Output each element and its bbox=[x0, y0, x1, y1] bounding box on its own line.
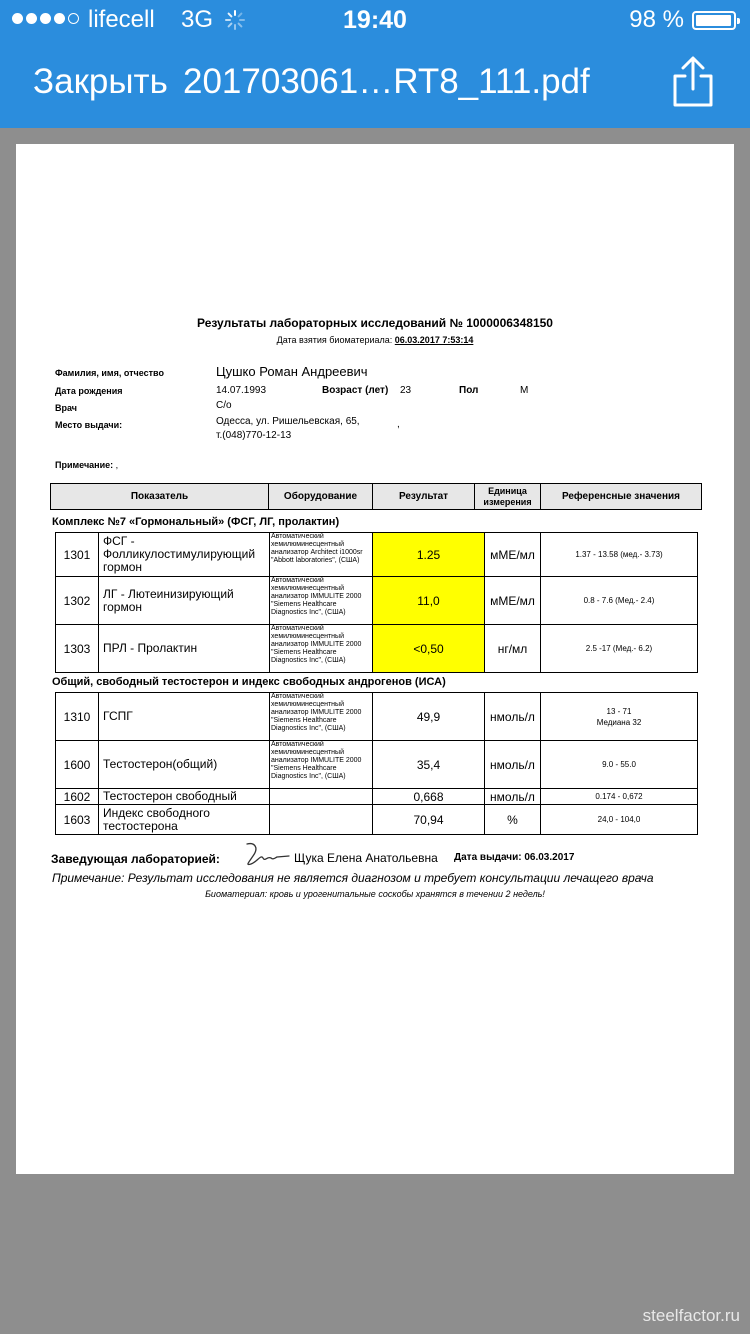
col-indicator: Показатель bbox=[51, 484, 269, 510]
table-row bbox=[56, 789, 698, 805]
doctor-label: Врач bbox=[55, 403, 78, 413]
place-comma: , bbox=[397, 419, 400, 430]
table-row bbox=[56, 625, 698, 673]
results-header bbox=[50, 483, 702, 510]
row-reference: 2.5 -17 (Мед.- 6.2) bbox=[541, 625, 698, 673]
name-label: Фамилия, имя, отчество bbox=[55, 368, 164, 378]
row-result: <0,50 bbox=[373, 625, 485, 673]
dob-value: 14.07.1993 bbox=[216, 385, 267, 396]
network-type: 3G bbox=[181, 6, 214, 33]
row-result: 35,4 bbox=[373, 741, 485, 789]
note-value: , bbox=[115, 460, 119, 470]
row-indicator: ПРЛ - Пролактин bbox=[99, 625, 270, 673]
table-row bbox=[56, 693, 698, 741]
carrier-name: lifecell bbox=[88, 6, 155, 33]
patient-note bbox=[55, 460, 118, 470]
place-line2: т.(048)770-12-13 bbox=[216, 430, 292, 441]
share-icon[interactable] bbox=[668, 56, 718, 108]
row-reference-median: Медиана 32 bbox=[596, 717, 642, 727]
disclaimer: Примечание: Результат исследования не является диагнозом и требует консультации лечащего врача bbox=[52, 871, 654, 885]
place-label: Место выдачи: bbox=[55, 420, 123, 430]
row-code: 1602 bbox=[56, 789, 99, 805]
sex-value: М bbox=[520, 385, 529, 396]
head-of-lab-name: Щука Елена Анатольевна bbox=[294, 851, 438, 865]
clock: 19:40 bbox=[343, 6, 407, 34]
row-unit: нмоль/л bbox=[485, 693, 541, 741]
row-unit: % bbox=[485, 805, 541, 835]
section-testosterone-title: Общий, свободный тестостерон и индекс свободных андрогенов (ИСА) bbox=[52, 676, 446, 688]
row-equipment bbox=[270, 805, 373, 835]
row-equipment: Автоматический хемилюминесцентный анализатор Architect i1000sr "Abbott laboratories", (США) bbox=[270, 533, 373, 577]
head-of-lab-label: Заведующая лабораторией: bbox=[51, 852, 220, 866]
row-equipment: Автоматический хемилюминесцентный анализатор IMMULITE 2000 "Siemens Healthcare Diagnostics Inc", (США) bbox=[270, 693, 373, 741]
row-code: 1603 bbox=[56, 805, 99, 835]
note-label: Примечание: bbox=[55, 460, 114, 470]
row-code: 1301 bbox=[56, 533, 99, 577]
row-unit: мМЕ/мл bbox=[485, 577, 541, 625]
issue-date-label: Дата выдачи: bbox=[454, 852, 522, 863]
row-code: 1310 bbox=[56, 693, 99, 741]
pdf-page bbox=[16, 144, 734, 1174]
table-row bbox=[56, 533, 698, 577]
row-reference: 0.174 - 0,672 bbox=[541, 789, 698, 805]
row-indicator: Индекс свободного тестостерона bbox=[99, 805, 270, 835]
document-title: 201703061…RT8_111.pdf bbox=[183, 62, 590, 101]
row-reference: 13 - 71 bbox=[606, 706, 632, 716]
status-bar bbox=[0, 0, 750, 40]
row-unit: нмоль/л bbox=[485, 741, 541, 789]
age-label: Возраст (лет) bbox=[322, 385, 389, 396]
row-result: 49,9 bbox=[373, 693, 485, 741]
sample-date-value: 06.03.2017 7:53:14 bbox=[394, 335, 474, 345]
row-unit: мМЕ/мл bbox=[485, 533, 541, 577]
battery-percentage: 98 % bbox=[629, 6, 684, 33]
row-unit: нг/мл bbox=[485, 625, 541, 673]
row-reference: 1.37 - 13.58 (мед.- 3.73) bbox=[541, 533, 698, 577]
row-reference-cell bbox=[541, 693, 698, 741]
place-line1: Одесса, ул. Ришельевская, 65, bbox=[216, 416, 360, 427]
watermark: steelfactor.ru bbox=[642, 1306, 740, 1325]
table-row bbox=[56, 577, 698, 625]
issue-date-line bbox=[454, 852, 574, 863]
row-result: 70,94 bbox=[373, 805, 485, 835]
row-result: 11,0 bbox=[373, 577, 485, 625]
results-table-testosterone bbox=[55, 692, 698, 835]
row-unit: нмоль/л bbox=[485, 789, 541, 805]
doctor-value: С/о bbox=[216, 400, 232, 411]
row-indicator: ЛГ - Лютеинизирующий гормон bbox=[99, 577, 270, 625]
table-row bbox=[56, 741, 698, 789]
row-indicator: ГСПГ bbox=[99, 693, 270, 741]
dob-label: Дата рождения bbox=[55, 386, 123, 396]
col-unit: Единица измерения bbox=[475, 484, 541, 510]
issue-date-value: 06.03.2017 bbox=[524, 852, 575, 863]
col-reference: Референсные значения bbox=[541, 484, 702, 510]
row-equipment: Автоматический хемилюминесцентный анализатор IMMULITE 2000 "Siemens Healthcare Diagnostics Inc", (США) bbox=[270, 625, 373, 673]
battery-icon bbox=[692, 11, 736, 30]
section-hormonal-title: Комплекс №7 «Гормональный» (ФСГ, ЛГ, пролактин) bbox=[52, 516, 340, 528]
row-equipment bbox=[270, 789, 373, 805]
row-result: 0,668 bbox=[373, 789, 485, 805]
patient-name: Цушко Роман Андреевич bbox=[216, 364, 368, 379]
sex-label: Пол bbox=[459, 385, 479, 396]
row-indicator: Тестостерон(общий) bbox=[99, 741, 270, 789]
top-bar bbox=[0, 0, 750, 128]
row-reference: 24,0 - 104,0 bbox=[541, 805, 698, 835]
row-code: 1302 bbox=[56, 577, 99, 625]
row-code: 1600 bbox=[56, 741, 99, 789]
col-equipment: Оборудование bbox=[269, 484, 373, 510]
results-table-hormonal bbox=[55, 532, 698, 673]
biomaterial-note: Биоматериал: кровь и урогенитальные соскобы хранятся в течении 2 недель! bbox=[205, 889, 545, 899]
signature-icon bbox=[241, 840, 291, 872]
sample-date-line bbox=[16, 335, 734, 345]
col-result: Результат bbox=[373, 484, 475, 510]
report-title: Результаты лабораторных исследований № 1000006348150 bbox=[197, 316, 553, 330]
row-indicator: ФСГ - Фолликулостимулирующий гормон bbox=[99, 533, 270, 577]
row-indicator: Тестостерон свободный bbox=[99, 789, 270, 805]
row-result: 1.25 bbox=[373, 533, 485, 577]
sample-date-label: Дата взятия биоматериала: bbox=[276, 335, 393, 345]
row-code: 1303 bbox=[56, 625, 99, 673]
row-equipment: Автоматический хемилюминесцентный анализатор IMMULITE 2000 "Siemens Healthcare Diagnostics Inc", (США) bbox=[270, 741, 373, 789]
table-row bbox=[56, 805, 698, 835]
row-reference: 0.8 - 7.6 (Мед.- 2.4) bbox=[541, 577, 698, 625]
age-value: 23 bbox=[400, 385, 412, 396]
close-button[interactable]: Закрыть bbox=[33, 62, 168, 101]
row-equipment: Автоматический хемилюминесцентный анализатор IMMULITE 2000 "Siemens Healthcare Diagnostics Inc", (США) bbox=[270, 577, 373, 625]
row-reference: 9.0 - 55.0 bbox=[541, 741, 698, 789]
